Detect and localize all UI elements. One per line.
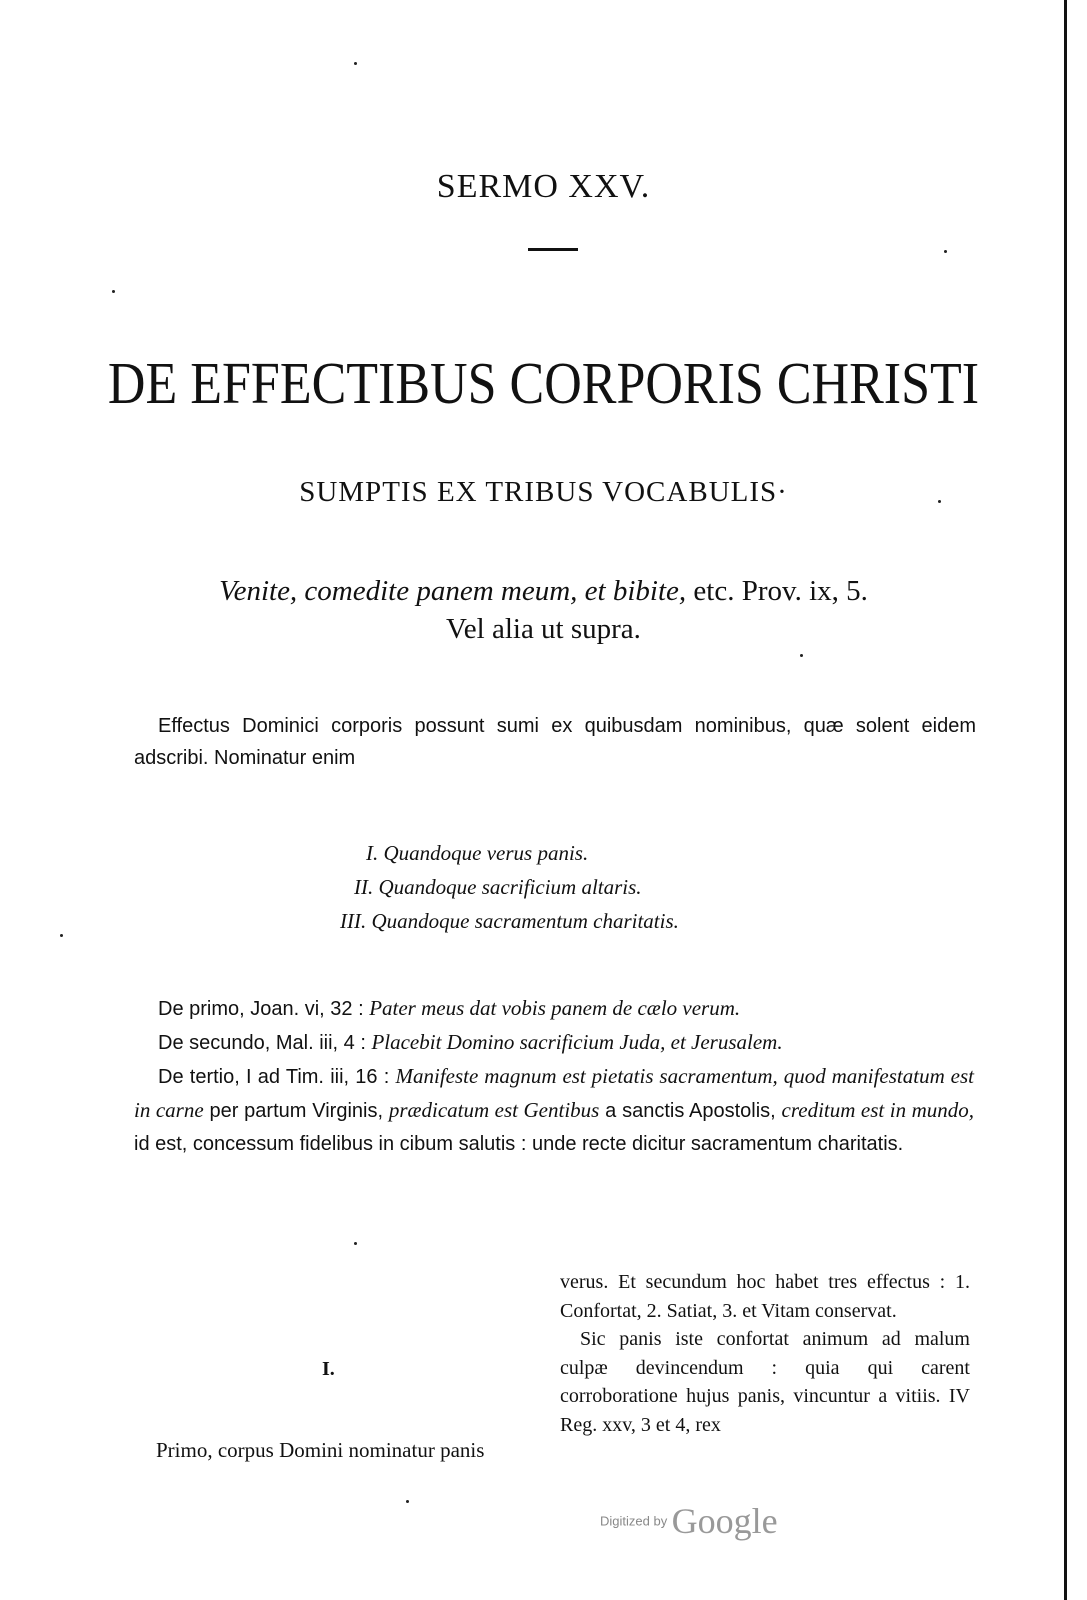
citation-3-text-3: id est, concessum fidelibus in cibum salutis : unde recte dicitur sacramentum charitatis.: [134, 1133, 904, 1155]
right-column-paragraph-1: verus. Et secundum hoc habet tres effectus : 1. Confortat, 2. Satiat, 3. et Vitam conservat.: [560, 1271, 970, 1322]
citation-3-quote-3: creditum est in mundo,: [781, 1098, 975, 1122]
citation-3-quote-1: Manifeste magnum est pietatis sacramentum, quod manifestatum est in carne: [134, 1064, 974, 1122]
scan-speck: [354, 62, 357, 65]
scripture-verse: [0, 572, 1087, 648]
citation-1: [134, 992, 974, 1026]
citation-3: [134, 1060, 974, 1161]
page-edge-line: [1064, 0, 1067, 1600]
citation-3-text-1: per partum Virginis,: [203, 1100, 389, 1122]
citation-2: [134, 1026, 974, 1060]
citations-block: [134, 992, 974, 1161]
intro-paragraph: Effectus Dominici corporis possunt sumi ex quibusdam nominibus, quæ solent eidem adscribi. Nominatur enim: [134, 715, 976, 769]
list-item: II. Quandoque sacrificium altaris.: [354, 875, 642, 899]
citation-3-quote-2: prædicatum est Gentibus: [388, 1098, 600, 1122]
left-column-text: Primo, corpus Domini nominatur panis: [156, 1438, 485, 1462]
right-column: [560, 1268, 970, 1439]
scan-speck: [60, 934, 63, 937]
scan-speck: [354, 1242, 357, 1245]
verse-italic: Venite, comedite panem meum, et bibite,: [219, 575, 687, 607]
scan-speck: [938, 500, 941, 503]
citation-2-quote: Placebit Domino sacrificium Juda, et Jerusalem.: [371, 1030, 783, 1054]
divisions-list: [340, 836, 679, 938]
google-logo: Google: [671, 1501, 778, 1541]
citation-2-ref: De secundo, Mal. iii, 4 :: [158, 1032, 372, 1054]
list-item: III. Quandoque sacramentum charitatis.: [340, 909, 679, 933]
citation-3-ref: De tertio, I ad Tim. iii, 16 :: [158, 1066, 396, 1088]
section-numeral: I.: [322, 1358, 335, 1380]
page-title: DE EFFECTIBUS CORPORIS CHRISTI: [107, 351, 980, 417]
page-subtitle: SUMPTIS EX TRIBUS VOCABULIS·: [299, 476, 788, 508]
verse-reference: etc. Prov. ix, 5.: [686, 575, 868, 607]
scan-speck: [944, 250, 947, 253]
sermon-number: SERMO XXV.: [436, 168, 651, 205]
digitized-watermark: [600, 1500, 778, 1542]
scan-speck: [406, 1500, 409, 1503]
title-rule: [528, 248, 578, 251]
citation-3-text-2: a sanctis Apostolis,: [599, 1100, 782, 1122]
verse-line-2: Vel alia ut supra.: [446, 613, 641, 645]
digitized-label: Digitized by: [600, 1513, 668, 1529]
scan-speck: [800, 654, 803, 657]
citation-1-ref: De primo, Joan. vi, 32 :: [158, 998, 370, 1020]
citation-1-quote: Pater meus dat vobis panem de cælo verum.: [369, 996, 741, 1020]
right-column-paragraph-2: Sic panis iste confortat animum ad malum culpæ devincendum : quia qui carent corroboratione hujus panis, vincuntur a vitiis. IV Reg. xxv, 3 et 4, rex: [560, 1328, 970, 1436]
scan-speck: [112, 290, 115, 293]
list-item: I. Quandoque verus panis.: [366, 841, 589, 865]
